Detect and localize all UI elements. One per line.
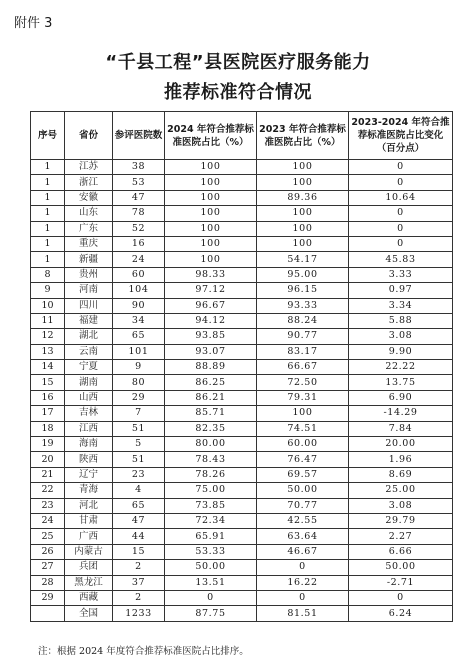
cell-province: 青海 <box>65 483 113 498</box>
cell-ratio-change: 0.97 <box>349 283 453 298</box>
cell-ratio-change: 0 <box>349 175 453 190</box>
cell-ratio-change: 7.84 <box>349 421 453 436</box>
cell-hospital-count: 37 <box>113 575 165 590</box>
cell-province: 甘肃 <box>65 513 113 528</box>
cell-province: 陕西 <box>65 452 113 467</box>
cell-hospital-count: 53 <box>113 175 165 190</box>
cell-hospital-count: 80 <box>113 375 165 390</box>
cell-2023-ratio: 72.50 <box>257 375 349 390</box>
cell-ratio-change: -14.29 <box>349 406 453 421</box>
cell-2024-ratio: 82.35 <box>165 421 257 436</box>
cell-2024-ratio: 96.67 <box>165 298 257 313</box>
cell-ratio-change: 5.88 <box>349 313 453 328</box>
cell-2023-ratio: 100 <box>257 160 349 175</box>
cell-hospital-count: 47 <box>113 513 165 528</box>
cell-hospital-count: 5 <box>113 437 165 452</box>
cell-2023-ratio: 46.67 <box>257 544 349 559</box>
cell-province: 兵团 <box>65 560 113 575</box>
cell-2023-ratio: 76.47 <box>257 452 349 467</box>
cell-ratio-change: -2.71 <box>349 575 453 590</box>
cell-rank: 23 <box>31 498 65 513</box>
table-row <box>31 267 453 282</box>
cell-province: 云南 <box>65 344 113 359</box>
table-row <box>31 252 453 267</box>
cell-ratio-change: 0 <box>349 590 453 605</box>
table-body <box>31 160 453 622</box>
cell-rank: 11 <box>31 313 65 328</box>
cell-province: 湖南 <box>65 375 113 390</box>
cell-hospital-count: 34 <box>113 313 165 328</box>
cell-province: 重庆 <box>65 236 113 251</box>
header-2023-ratio: 2023 年符合推荐标准医院占比（%） <box>257 112 349 160</box>
cell-province: 安徽 <box>65 190 113 205</box>
cell-hospital-count: 90 <box>113 298 165 313</box>
cell-rank: 25 <box>31 529 65 544</box>
cell-ratio-change: 10.64 <box>349 190 453 205</box>
cell-province: 广东 <box>65 221 113 236</box>
cell-rank: 27 <box>31 560 65 575</box>
cell-hospital-count: 65 <box>113 498 165 513</box>
cell-province: 江西 <box>65 421 113 436</box>
cell-ratio-change: 8.69 <box>349 467 453 482</box>
cell-2023-ratio: 63.64 <box>257 529 349 544</box>
cell-2023-ratio: 88.24 <box>257 313 349 328</box>
cell-province: 全国 <box>65 606 113 621</box>
cell-2024-ratio: 100 <box>165 175 257 190</box>
cell-ratio-change: 2.27 <box>349 529 453 544</box>
cell-province: 黑龙江 <box>65 575 113 590</box>
cell-2024-ratio: 72.34 <box>165 513 257 528</box>
cell-2024-ratio: 80.00 <box>165 437 257 452</box>
cell-2024-ratio: 78.26 <box>165 467 257 482</box>
cell-2023-ratio: 0 <box>257 560 349 575</box>
cell-2023-ratio: 100 <box>257 406 349 421</box>
header-rank: 序号 <box>31 112 65 160</box>
cell-2023-ratio: 100 <box>257 221 349 236</box>
cell-rank: 24 <box>31 513 65 528</box>
cell-2024-ratio: 65.91 <box>165 529 257 544</box>
table-row <box>31 360 453 375</box>
cell-ratio-change: 3.08 <box>349 329 453 344</box>
cell-rank: 9 <box>31 283 65 298</box>
cell-hospital-count: 52 <box>113 221 165 236</box>
cell-ratio-change: 9.90 <box>349 344 453 359</box>
cell-rank: 14 <box>31 360 65 375</box>
table-row <box>31 221 453 236</box>
cell-2024-ratio: 75.00 <box>165 483 257 498</box>
cell-province: 内蒙古 <box>65 544 113 559</box>
cell-province: 山东 <box>65 206 113 221</box>
cell-province: 湖北 <box>65 329 113 344</box>
cell-rank: 18 <box>31 421 65 436</box>
cell-ratio-change: 0 <box>349 160 453 175</box>
cell-2023-ratio: 66.67 <box>257 360 349 375</box>
cell-rank: 1 <box>31 221 65 236</box>
table-row <box>31 206 453 221</box>
cell-2024-ratio: 100 <box>165 252 257 267</box>
cell-ratio-change: 13.75 <box>349 375 453 390</box>
cell-rank: 20 <box>31 452 65 467</box>
cell-hospital-count: 60 <box>113 267 165 282</box>
cell-province: 贵州 <box>65 267 113 282</box>
cell-rank: 12 <box>31 329 65 344</box>
cell-2023-ratio: 69.57 <box>257 467 349 482</box>
cell-province: 西藏 <box>65 590 113 605</box>
cell-2023-ratio: 100 <box>257 206 349 221</box>
cell-ratio-change: 20.00 <box>349 437 453 452</box>
cell-2023-ratio: 0 <box>257 590 349 605</box>
cell-hospital-count: 101 <box>113 344 165 359</box>
cell-province: 宁夏 <box>65 360 113 375</box>
document-title-line-1: “千县工程”县医院医疗服务能力 <box>105 52 371 73</box>
cell-2024-ratio: 73.85 <box>165 498 257 513</box>
cell-rank: 13 <box>31 344 65 359</box>
cell-2024-ratio: 86.21 <box>165 390 257 405</box>
cell-rank: 28 <box>31 575 65 590</box>
header-2024-ratio: 2024 年符合推荐标准医院占比（%） <box>165 112 257 160</box>
cell-2024-ratio: 53.33 <box>165 544 257 559</box>
cell-hospital-count: 44 <box>113 529 165 544</box>
cell-province: 河北 <box>65 498 113 513</box>
table-row <box>31 560 453 575</box>
cell-province: 浙江 <box>65 175 113 190</box>
cell-rank: 1 <box>31 160 65 175</box>
cell-2024-ratio: 0 <box>165 590 257 605</box>
table-row <box>31 467 453 482</box>
cell-ratio-change: 6.90 <box>349 390 453 405</box>
cell-ratio-change: 22.22 <box>349 360 453 375</box>
cell-2024-ratio: 98.33 <box>165 267 257 282</box>
cell-ratio-change: 6.24 <box>349 606 453 621</box>
cell-province: 山西 <box>65 390 113 405</box>
cell-rank: 26 <box>31 544 65 559</box>
cell-ratio-change: 3.34 <box>349 298 453 313</box>
cell-2023-ratio: 54.17 <box>257 252 349 267</box>
table-row <box>31 283 453 298</box>
cell-2023-ratio: 50.00 <box>257 483 349 498</box>
table-header-row <box>31 112 453 160</box>
cell-2023-ratio: 93.33 <box>257 298 349 313</box>
cell-2023-ratio: 70.77 <box>257 498 349 513</box>
cell-province: 福建 <box>65 313 113 328</box>
table-row <box>31 329 453 344</box>
cell-hospital-count: 4 <box>113 483 165 498</box>
table-row <box>31 160 453 175</box>
header-ratio-change: 2023-2024 年符合推荐标准医院占比变化（百分点） <box>349 112 453 160</box>
cell-2023-ratio: 89.36 <box>257 190 349 205</box>
cell-rank: 29 <box>31 590 65 605</box>
cell-2024-ratio: 100 <box>165 160 257 175</box>
cell-2024-ratio: 97.12 <box>165 283 257 298</box>
cell-2024-ratio: 100 <box>165 221 257 236</box>
cell-ratio-change: 1.96 <box>349 452 453 467</box>
cell-ratio-change: 0 <box>349 221 453 236</box>
table-row <box>31 190 453 205</box>
table-row <box>31 390 453 405</box>
cell-2023-ratio: 81.51 <box>257 606 349 621</box>
cell-hospital-count: 1233 <box>113 606 165 621</box>
table-row <box>31 406 453 421</box>
cell-rank: 15 <box>31 375 65 390</box>
cell-province: 广西 <box>65 529 113 544</box>
cell-hospital-count: 15 <box>113 544 165 559</box>
cell-2024-ratio: 85.71 <box>165 406 257 421</box>
cell-2024-ratio: 87.75 <box>165 606 257 621</box>
cell-hospital-count: 38 <box>113 160 165 175</box>
cell-2024-ratio: 50.00 <box>165 560 257 575</box>
cell-ratio-change: 50.00 <box>349 560 453 575</box>
cell-2024-ratio: 100 <box>165 190 257 205</box>
cell-2023-ratio: 90.77 <box>257 329 349 344</box>
cell-province: 河南 <box>65 283 113 298</box>
cell-hospital-count: 51 <box>113 421 165 436</box>
cell-province: 辽宁 <box>65 467 113 482</box>
cell-ratio-change: 45.83 <box>349 252 453 267</box>
cell-province: 四川 <box>65 298 113 313</box>
table-row <box>31 421 453 436</box>
cell-2024-ratio: 94.12 <box>165 313 257 328</box>
cell-hospital-count: 2 <box>113 560 165 575</box>
cell-2023-ratio: 16.22 <box>257 575 349 590</box>
cell-ratio-change: 25.00 <box>349 483 453 498</box>
cell-rank: 17 <box>31 406 65 421</box>
table-row <box>31 313 453 328</box>
table-row <box>31 375 453 390</box>
table-row <box>31 575 453 590</box>
cell-rank: 1 <box>31 190 65 205</box>
cell-2024-ratio: 93.85 <box>165 329 257 344</box>
cell-hospital-count: 23 <box>113 467 165 482</box>
cell-2024-ratio: 86.25 <box>165 375 257 390</box>
cell-2024-ratio: 100 <box>165 236 257 251</box>
cell-rank: 16 <box>31 390 65 405</box>
table-row <box>31 544 453 559</box>
cell-ratio-change: 3.08 <box>349 498 453 513</box>
cell-hospital-count: 78 <box>113 206 165 221</box>
cell-rank <box>31 606 65 621</box>
table-footnote: 注：根据 2024 年度符合推荐标准医院占比排序。 <box>38 646 249 657</box>
cell-rank: 1 <box>31 252 65 267</box>
table-row <box>31 175 453 190</box>
cell-2023-ratio: 95.00 <box>257 267 349 282</box>
table-row <box>31 344 453 359</box>
cell-2024-ratio: 100 <box>165 206 257 221</box>
table-row <box>31 298 453 313</box>
cell-hospital-count: 9 <box>113 360 165 375</box>
cell-hospital-count: 24 <box>113 252 165 267</box>
attachment-label: 附件 3 <box>14 16 53 31</box>
cell-ratio-change: 29.79 <box>349 513 453 528</box>
cell-2023-ratio: 83.17 <box>257 344 349 359</box>
table-row <box>31 483 453 498</box>
cell-rank: 21 <box>31 467 65 482</box>
cell-2023-ratio: 79.31 <box>257 390 349 405</box>
cell-province: 新疆 <box>65 252 113 267</box>
cell-rank: 1 <box>31 206 65 221</box>
cell-2024-ratio: 13.51 <box>165 575 257 590</box>
cell-2023-ratio: 74.51 <box>257 421 349 436</box>
cell-province: 海南 <box>65 437 113 452</box>
cell-ratio-change: 3.33 <box>349 267 453 282</box>
table-row <box>31 590 453 605</box>
header-hospital-count: 参评医院数 <box>113 112 165 160</box>
cell-2024-ratio: 88.89 <box>165 360 257 375</box>
table-row <box>31 529 453 544</box>
cell-hospital-count: 2 <box>113 590 165 605</box>
table-row <box>31 437 453 452</box>
hospital-compliance-table <box>30 111 453 622</box>
cell-2023-ratio: 60.00 <box>257 437 349 452</box>
cell-hospital-count: 104 <box>113 283 165 298</box>
cell-ratio-change: 0 <box>349 206 453 221</box>
cell-rank: 19 <box>31 437 65 452</box>
table-row <box>31 236 453 251</box>
cell-2024-ratio: 93.07 <box>165 344 257 359</box>
cell-hospital-count: 47 <box>113 190 165 205</box>
cell-2023-ratio: 100 <box>257 175 349 190</box>
cell-rank: 1 <box>31 175 65 190</box>
table-row <box>31 452 453 467</box>
cell-hospital-count: 7 <box>113 406 165 421</box>
cell-2023-ratio: 100 <box>257 236 349 251</box>
header-province: 省份 <box>65 112 113 160</box>
cell-province: 吉林 <box>65 406 113 421</box>
table-row <box>31 513 453 528</box>
cell-2023-ratio: 96.15 <box>257 283 349 298</box>
cell-hospital-count: 16 <box>113 236 165 251</box>
cell-rank: 1 <box>31 236 65 251</box>
cell-rank: 10 <box>31 298 65 313</box>
table-total-row <box>31 606 453 621</box>
cell-2024-ratio: 78.43 <box>165 452 257 467</box>
document-title-line-2: 推荐标准符合情况 <box>164 82 312 103</box>
cell-ratio-change: 6.66 <box>349 544 453 559</box>
table-row <box>31 498 453 513</box>
cell-hospital-count: 51 <box>113 452 165 467</box>
cell-hospital-count: 65 <box>113 329 165 344</box>
cell-rank: 8 <box>31 267 65 282</box>
cell-hospital-count: 29 <box>113 390 165 405</box>
cell-ratio-change: 0 <box>349 236 453 251</box>
cell-rank: 22 <box>31 483 65 498</box>
cell-2023-ratio: 42.55 <box>257 513 349 528</box>
cell-province: 江苏 <box>65 160 113 175</box>
